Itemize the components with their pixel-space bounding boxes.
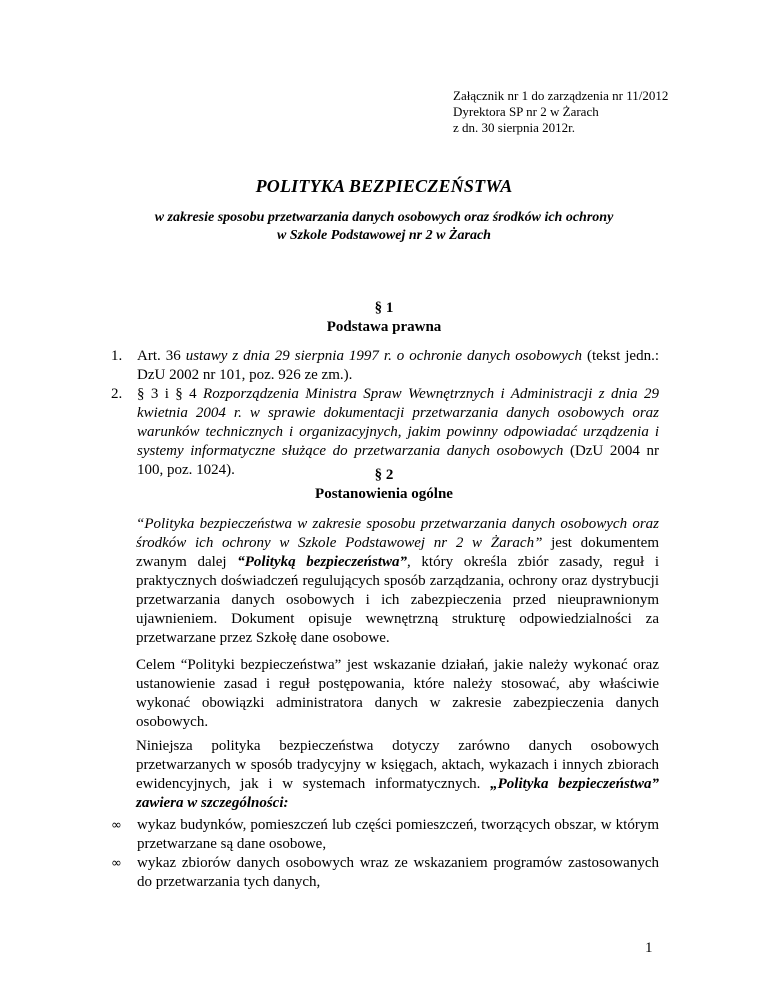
attachment-note-line: Załącznik nr 1 do zarządzenia nr 11/2012 bbox=[453, 88, 669, 103]
paragraph-text: , który określa zbiór zasady, reguł i praktycznych doświadczeń regulujących sposób zarządzania, ochrony oraz dystrybucji przetwarzania danych osobowych i ich zabezpieczenia przed nieuprawnionym ujawnieniem. Dokument opisuje wewnętrzną strukturę odpowiedzialności za przetwarzane przez Szkołę dane osobowe. bbox=[136, 554, 660, 646]
attachment-note bbox=[453, 88, 668, 136]
list-item-text: (DzU 2004 nr 100, poz. 1024). bbox=[137, 443, 659, 478]
paragraph-bold-italic-text: “Polityką bezpieczeństwa” bbox=[237, 554, 408, 570]
section-1-heading: Podstawa prawna bbox=[326, 319, 442, 335]
content-bullet-list bbox=[111, 816, 659, 892]
list-item-italic-text: ustawy z dnia 29 sierpnia 1997 r. o ochronie danych osobowych bbox=[185, 348, 582, 364]
list-item-number: 1. bbox=[111, 348, 123, 364]
attachment-note-line: z dn. 30 sierpnia 2012r. bbox=[453, 120, 576, 135]
section-2-heading: Postanowienia ogólne bbox=[315, 486, 453, 502]
section-2-number: § 2 bbox=[374, 467, 394, 483]
list-item-italic-text: Rozporządzenia Ministra Spraw Wewnętrznych i Administracji z dnia 29 kwietnia 2004 r. w sprawie dokumentacji przetwarzania danych osobowych oraz warunków technicznych i organizacyjnych, jakim powinny odpowiadać urządzenia i systemy informatyczne służące do przetwarzania danych osobowych bbox=[137, 386, 660, 459]
infinity-bullet-icon: ∞ bbox=[111, 856, 122, 871]
list-item bbox=[111, 347, 659, 385]
section-1-number: § 1 bbox=[374, 300, 394, 316]
list-item-number: 2. bbox=[111, 386, 123, 402]
subtitle-line: w zakresie sposobu przetwarzania danych osobowych oraz środków ich ochrony bbox=[154, 210, 614, 225]
list-item bbox=[111, 854, 659, 892]
subtitle-line: w Szkole Podstawowej nr 2 w Żarach bbox=[277, 228, 491, 243]
paragraph: Celem “Polityki bezpieczeństwa” jest wskazanie działań, jakie należy wykonać oraz ustanowienie zasad i reguł postępowania, które należy stosować, aby właściwie wykonać obowiązki administratora danych w zakresie zabezpieczenia danych osobowych. bbox=[136, 657, 659, 730]
list-item-text: wykaz budynków, pomieszczeń lub części pomieszczeń, tworzących obszar, w którym przetwarzane są dane osobowe, bbox=[137, 817, 659, 852]
attachment-note-line: Dyrektora SP nr 2 w Żarach bbox=[453, 104, 599, 119]
paragraph-text: jest dokumentem zwanym dalej bbox=[136, 535, 659, 570]
list-item-text: § 3 i § 4 bbox=[137, 386, 204, 402]
page-number: 1 bbox=[645, 940, 653, 956]
paragraph bbox=[136, 737, 659, 813]
legal-basis-list bbox=[111, 347, 659, 480]
infinity-bullet-icon: ∞ bbox=[111, 818, 122, 833]
list-item bbox=[111, 816, 659, 854]
document-title: POLITYKA BEZPIECZEŃSTWA bbox=[255, 176, 513, 196]
list-item-text: wykaz zbiorów danych osobowych wraz ze wskazaniem programów zastosowanych do przetwarzania tych danych, bbox=[137, 855, 659, 890]
document-subtitle bbox=[0, 209, 768, 245]
paragraph-text: Niniejsza polityka bezpieczeństwa dotyczy zarówno danych osobowych przetwarzanych w sposób tradycyjny w księgach, aktach, wykazach i innych zbiorach ewidencyjnych, jak i w systemach informatycznych. bbox=[136, 738, 659, 792]
list-item-text: Art. 36 bbox=[137, 348, 186, 364]
paragraph-italic-text: “Polityka bezpieczeństwa w zakresie sposobu przetwarzania danych osobowych oraz środków ich ochrony w Szkole Podstawowej nr 2 w Żarach” bbox=[136, 516, 659, 551]
paragraph bbox=[136, 515, 659, 648]
paragraph-bold-italic-text: „Polityka bezpieczeństwa” zawiera w szczególności: bbox=[136, 776, 660, 811]
list-item-text: (tekst jedn.: DzU 2002 nr 101, poz. 926 ze zm.). bbox=[137, 348, 659, 383]
